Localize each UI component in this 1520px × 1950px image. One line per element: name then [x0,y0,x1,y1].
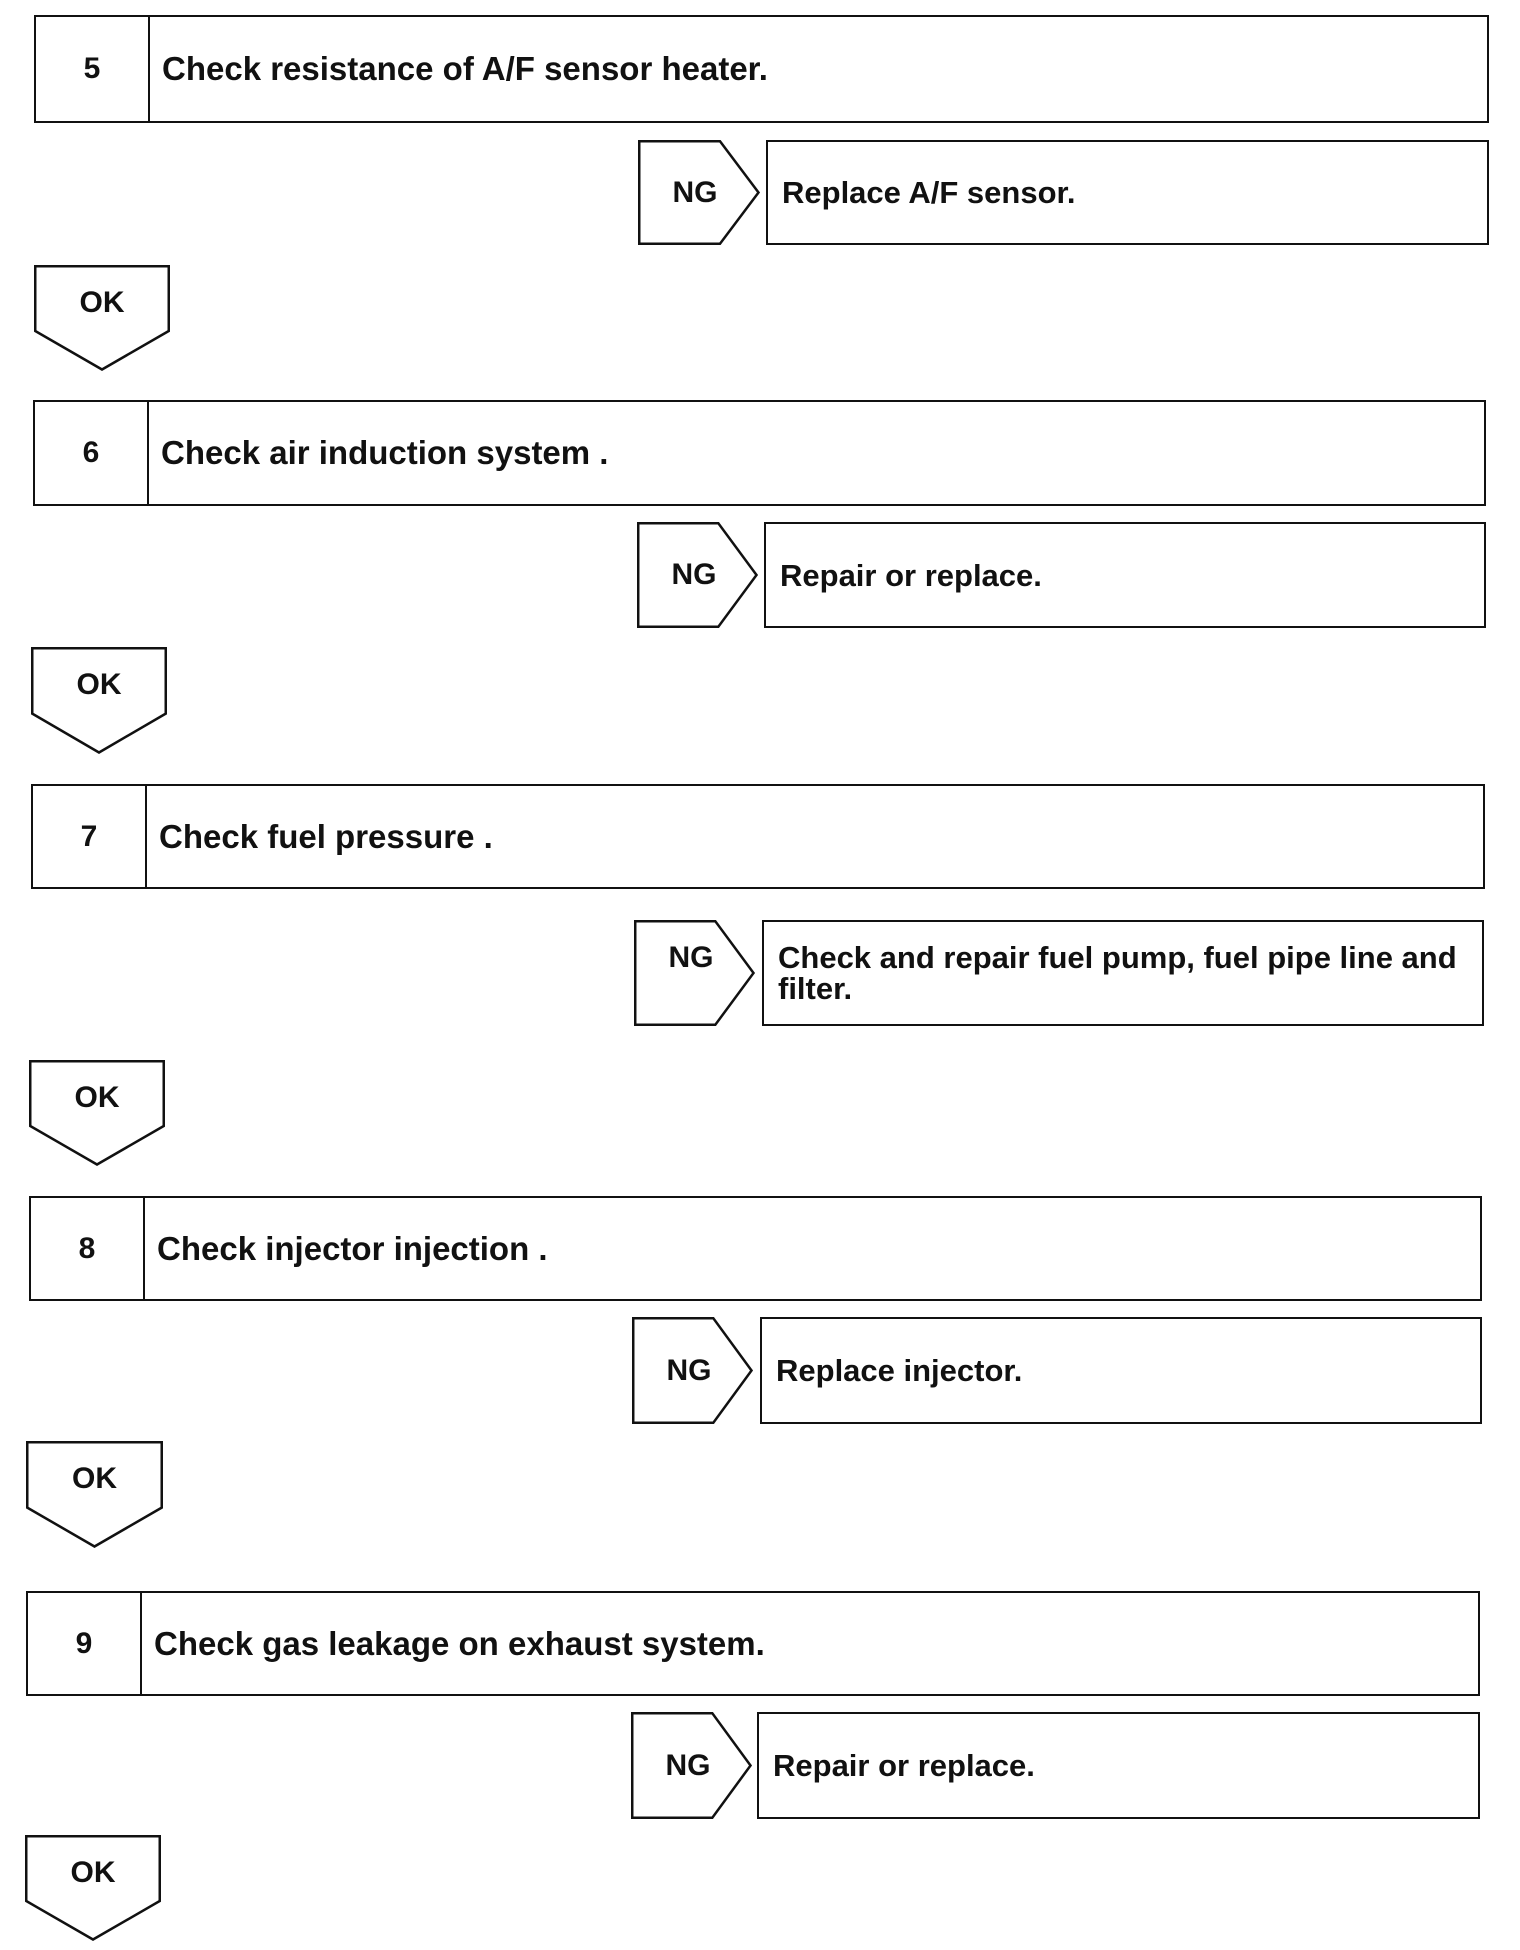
step-7-box [31,784,1485,889]
step-9-ng-label: NG [665,1748,711,1782]
step-7-ng-action: Check and repair fuel pump, fuel pipe line and filter. [762,920,1484,1026]
step-8-instruction: Check injector injection . [157,1229,548,1267]
step-8-ng-action: Replace injector. [760,1317,1482,1424]
step-9-number: 9 [28,1593,142,1694]
step-7-ok-arrow [29,1060,165,1166]
step-8-ng-arrow [632,1317,753,1424]
step-8-ok-arrow [26,1441,163,1548]
step-5-ng-label: NG [672,175,718,209]
step-9-ok-label: OK [70,1856,116,1889]
step-5-number: 5 [36,17,150,121]
step-8-ok-label: OK [72,1462,117,1495]
step-9-instruction: Check gas leakage on exhaust system. [154,1624,765,1662]
step-7-ng-label: NG [668,941,714,974]
step-5-ng-arrow [638,140,760,245]
step-6-box [33,400,1486,506]
step-6-ng-action: Repair or replace. [764,522,1486,628]
step-5-ok-label: OK [79,286,125,319]
step-5-instruction: Check resistance of A/F sensor heater. [162,50,768,87]
step-9-box [26,1591,1480,1696]
step-5-box [34,15,1489,123]
step-6-ok-arrow [31,647,167,754]
step-7-ok-label: OK [74,1081,120,1114]
step-9-ng-action: Repair or replace. [757,1712,1480,1819]
step-6-number: 6 [35,402,149,504]
step-8-number: 8 [31,1198,145,1299]
step-7-number: 7 [33,786,147,887]
step-7-ng-arrow [634,920,755,1026]
step-8-box [29,1196,1482,1301]
step-7-instruction: Check fuel pressure . [159,817,493,855]
step-6-instruction: Check air induction system . [161,434,609,471]
step-5-ng-action: Replace A/F sensor. [766,140,1489,245]
step-9-ng-arrow [631,1712,752,1819]
step-6-ng-arrow [637,522,758,628]
step-9-ok-arrow [25,1835,161,1941]
step-6-ng-label: NG [671,558,717,591]
step-8-ng-label: NG [666,1353,712,1387]
step-5-ok-arrow [34,265,170,371]
step-6-ok-label: OK [76,668,122,701]
